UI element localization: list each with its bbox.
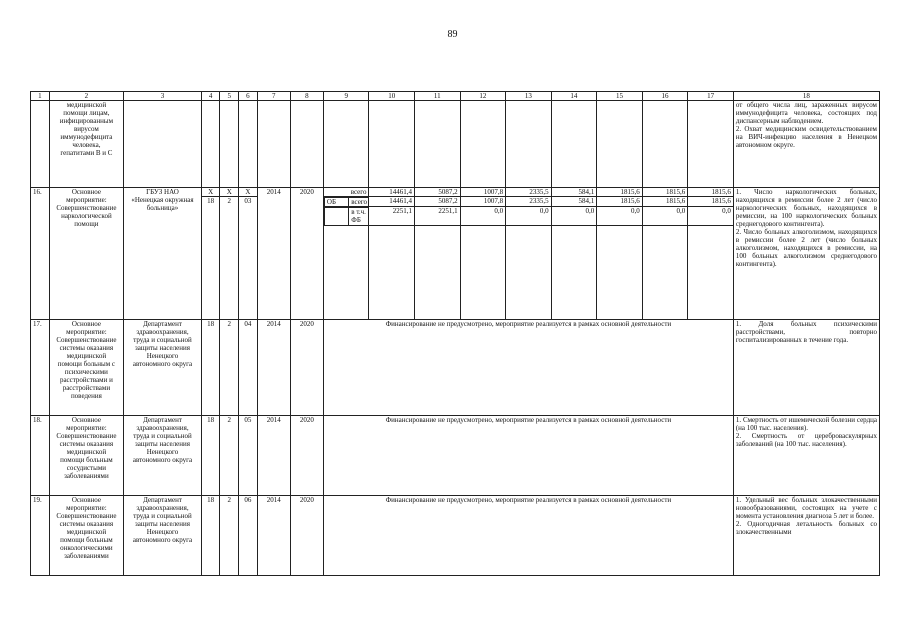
target-indicators: 1. Число наркологических больных, находящихся в ремиссии более 2 лет (число наркологических больных, находящихся в ремиссии, на 100 наркологических больных среднегодового контингента). 2. Число больных алкоголизмом, находящихся в ремиссии более 2 лет (число больных алкоголизмом, находящихся в ремиссии, на 100 больных алкоголизмом среднегодового контингента). <box>733 188 879 320</box>
target-indicators: от общего числа лиц, зараженных вирусом иммунодефицита человека, состоящих под диспансерным наблюдением. 2. Охват медицинским освидетельствованием на ВИЧ-инфекцию населения в Ненецком автономном округе. <box>733 101 879 188</box>
code-cell: 2 <box>220 496 239 576</box>
col-number: 4 <box>201 92 220 101</box>
code-cell: 2 <box>220 416 239 496</box>
start-year: 2014 <box>257 496 290 576</box>
target-indicators: 1. Доля больных психическими расстройствами, повторно госпитализированных в течение года. <box>733 320 879 416</box>
code-cell: Х <box>220 188 239 197</box>
target-indicators: 1. Смертность от ишемической болезни сердца (на 100 тыс. населения). 2. Смертность от цереброваскулярных заболеваний (на 100 тыс. населения). <box>733 416 879 496</box>
col-number: 11 <box>415 92 461 101</box>
amount-cell: 0,0 <box>506 207 552 226</box>
financing-note: Финансирование не предусмотрено, мероприятие реализуется в рамках основной деятельности <box>323 320 733 416</box>
source-label: ОБ <box>324 198 348 207</box>
target-indicators: 1. Удельный вес больных злокачественными новообразованиями, состоящих на учете с момента установления диагноза 5 лет и более. 2. Одногодичная летальность больных со злокачественными <box>733 496 879 576</box>
code-cell: 04 <box>239 320 258 416</box>
col-number: 7 <box>257 92 290 101</box>
col-number: 12 <box>460 92 506 101</box>
financing-note: Финансирование не предусмотрено, мероприятие реализуется в рамках основной деятельности <box>323 496 733 576</box>
table-row-continued <box>31 101 880 188</box>
code-cell: 18 <box>201 496 220 576</box>
col-number: 18 <box>733 92 879 101</box>
measure-name: Основное мероприятие: Совершенствование системы оказания медицинской помощи больным сосудистыми заболеваниями <box>49 416 124 496</box>
col-number: 17 <box>688 92 734 101</box>
amount-cell: 5087,2 <box>415 188 461 197</box>
column-number-row <box>31 92 880 101</box>
col-number: 5 <box>220 92 239 101</box>
code-cell: Х <box>201 188 220 197</box>
col-number: 14 <box>551 92 597 101</box>
table-row <box>31 320 880 416</box>
code-cell: 03 <box>239 197 258 320</box>
col-number: 6 <box>239 92 258 101</box>
start-year: 2014 <box>257 188 290 320</box>
executor: Департамент здравоохранения, труда и социальной защиты населения Ненецкого автономного округа <box>124 320 202 416</box>
code-cell: 18 <box>201 416 220 496</box>
executor: Департамент здравоохранения, труда и социальной защиты населения Ненецкого автономного округа <box>124 496 202 576</box>
col-number: 9 <box>323 92 369 101</box>
col-number: 13 <box>506 92 552 101</box>
amount-cell: 1815,6 <box>642 188 688 197</box>
amount-cell: 2335,5 <box>506 197 552 207</box>
table-row <box>31 496 880 576</box>
source-label: всего <box>349 198 369 207</box>
code-cell: 18 <box>201 320 220 416</box>
start-year: 2014 <box>257 320 290 416</box>
amount-cell: 1815,6 <box>642 197 688 207</box>
source-label: всего <box>323 188 369 197</box>
amount-cell: 1815,6 <box>597 197 643 207</box>
executor: Департамент здравоохранения, труда и социальной защиты населения Ненецкого автономного округа <box>124 416 202 496</box>
amount-cell: 1815,6 <box>688 188 734 197</box>
col-number: 2 <box>49 92 124 101</box>
amount-cell: 2251,1 <box>415 207 461 226</box>
col-number: 1 <box>31 92 50 101</box>
code-cell: 2 <box>220 320 239 416</box>
amount-cell: 5087,2 <box>415 197 461 207</box>
end-year: 2020 <box>290 496 323 576</box>
start-year: 2014 <box>257 416 290 496</box>
measure-name: Основное мероприятие: Совершенствование системы оказания медицинской помощи больным с психическими расстройствами и расстройствами поведения <box>49 320 124 416</box>
amount-cell: 0,0 <box>551 207 597 226</box>
table-row <box>31 416 880 496</box>
executor: ГБУЗ НАО «Ненецкая окружная больница» <box>124 188 202 320</box>
col-number: 10 <box>369 92 415 101</box>
end-year: 2020 <box>290 320 323 416</box>
col-number: 16 <box>642 92 688 101</box>
amount-cell: 0,0 <box>597 207 643 226</box>
row-number: 19. <box>31 496 50 576</box>
amount-cell: 2335,5 <box>506 188 552 197</box>
measure-name: Основное мероприятие: Совершенствование наркологической помощи <box>49 188 124 320</box>
financing-note: Финансирование не предусмотрено, мероприятие реализуется в рамках основной деятельности <box>323 416 733 496</box>
row-number: 17. <box>31 320 50 416</box>
amount-cell: 14461,4 <box>369 188 415 197</box>
amount-cell: 584,1 <box>551 188 597 197</box>
amount-cell: 0,0 <box>688 207 734 226</box>
amount-cell: 1815,6 <box>688 197 734 207</box>
col-number: 8 <box>290 92 323 101</box>
source-label: в т.ч. ФБ <box>349 208 369 226</box>
measure-name: Основное мероприятие: Совершенствование системы оказания медицинской помощи больным онкологическими заболеваниями <box>49 496 124 576</box>
amount-cell: 14461,4 <box>369 197 415 207</box>
amount-cell: 0,0 <box>460 207 506 226</box>
source-label <box>324 208 348 226</box>
amount-cell: 1815,6 <box>597 188 643 197</box>
col-number: 3 <box>124 92 202 101</box>
page-number: 89 <box>447 29 458 40</box>
amount-cell: 584,1 <box>551 197 597 207</box>
code-cell: 05 <box>239 416 258 496</box>
code-cell: 2 <box>220 197 239 320</box>
measure-name: медицинской помощи лицам, инфицированным вирусом иммунодефицита человека, гепатитами В и С <box>49 101 124 188</box>
code-cell: Х <box>239 188 258 197</box>
amount-cell: 1007,8 <box>460 197 506 207</box>
amount-cell: 2251,1 <box>369 207 415 226</box>
row-number: 18. <box>31 416 50 496</box>
row-number: 16. <box>31 188 50 320</box>
code-cell: 06 <box>239 496 258 576</box>
amount-cell: 0,0 <box>642 207 688 226</box>
end-year: 2020 <box>290 416 323 496</box>
end-year: 2020 <box>290 188 323 320</box>
table-row <box>31 188 880 197</box>
code-cell: 18 <box>201 197 220 320</box>
program-table <box>30 91 880 576</box>
col-number: 15 <box>597 92 643 101</box>
amount-cell: 1007,8 <box>460 188 506 197</box>
